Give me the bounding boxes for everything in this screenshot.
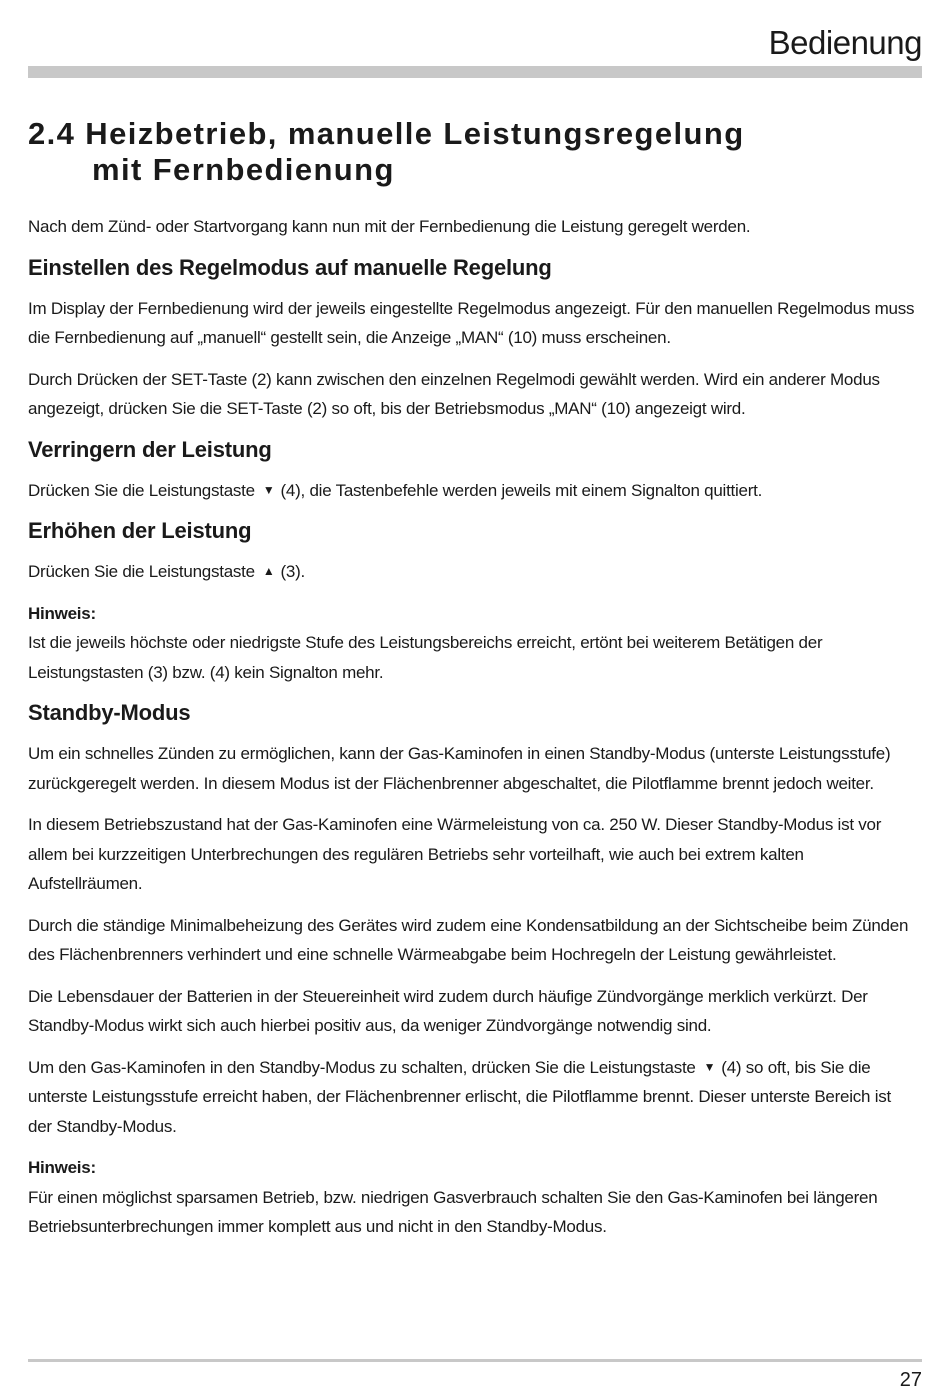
erhoehen-text-before: Drücken Sie die Leistungstaste xyxy=(28,562,255,581)
chapter-title-line1: 2.4 Heizbetrieb, manuelle Leistungsregelung xyxy=(28,116,745,151)
heading-standby: Standby-Modus xyxy=(28,700,191,725)
page-content xyxy=(28,116,918,1254)
standby-5-text-before: Um den Gas-Kaminofen in den Standby-Modus zu schalten, drücken Sie die Leistungstaste xyxy=(28,1057,696,1077)
page-header-title: Bedienung xyxy=(768,24,922,61)
verringern-text-before: Drücken Sie die Leistungstaste xyxy=(28,480,255,500)
verringern-text-after: (4), die Tastenbefehle werden jeweils mit einem Signalton quittiert. xyxy=(280,480,763,500)
chapter-title-line2: mit Fernbedienung xyxy=(92,152,395,187)
erhoehen-text-after: (3). xyxy=(280,562,305,581)
standby-paragraph-1: Um ein schnelles Zünden zu ermöglichen, kann der Gas-Kaminofen in einen Standby-Modus (unterste Leistungsstufe) zurückgeregelt werden. In diesem Modus ist der Flächenbrenner abgeschaltet, die Pilotflamme brennt jedoch weiter. xyxy=(28,744,891,793)
regelmodus-paragraph-2: Durch Drücken der SET-Taste (2) kann zwischen den einzelnen Regelmodi gewählt werden. Wird ein anderer Modus angezeigt, drücken Sie die SET-Taste (2) so oft, bis der Betriebsmodus „MAN“ (10) angezeigt wird. xyxy=(28,369,880,418)
page-number: 27 xyxy=(899,1369,922,1391)
arrow-down-icon: ▼ xyxy=(703,1059,716,1074)
standby-paragraph-2: In diesem Betriebszustand hat der Gas-Kaminofen eine Wärmeleistung von ca. 250 W. Dieser Standby-Modus ist vor allem bei kurzzeitigen Unterbrechungen des regulären Betriebs sehr vorteilhaft, wie auch bei extrem kalten Aufstellräumen. xyxy=(28,815,882,893)
note-2 xyxy=(28,1153,918,1242)
standby-paragraph-3: Durch die ständige Minimalbeheizung des Gerätes wird zudem eine Kondensatbildung an der Sichtscheibe beim Zünden des Flächenbrenners verhindert und eine schnelle Wärmeabgabe beim Hochregeln der Leistung gewährleistet. xyxy=(28,915,909,964)
heading-verringern: Verringern der Leistung xyxy=(28,436,272,462)
heading-regelmodus: Einstellen des Regelmodus auf manuelle Regelung xyxy=(28,254,552,280)
header-rule xyxy=(28,66,922,78)
regelmodus-paragraph-1: Im Display der Fernbedienung wird der jeweils eingestellte Regelmodus angezeigt. Für den manuellen Regelmodus muss die Fernbedienung auf „manuell“ gestellt sein, die Anzeige „MAN“ (10) muss erscheinen. xyxy=(28,298,915,347)
heading-erhoehen: Erhöhen der Leistung xyxy=(28,518,252,543)
arrow-down-icon: ▼ xyxy=(262,482,275,497)
chapter-title xyxy=(28,116,918,188)
arrow-up-icon: ▲ xyxy=(262,564,275,578)
note-2-label: Hinweis: xyxy=(28,1158,96,1177)
standby-5-text-after: (4) so oft, bis Sie die unterste Leistungsstufe erreicht haben, der Flächenbrenner erlischt, die Pilotflamme brennt. Dieser unterste Bereich ist der Standby-Modus. xyxy=(28,1057,891,1136)
note-2-text: Für einen möglichst sparsamen Betrieb, bzw. niedrigen Gasverbrauch schalten Sie den Gas-Kaminofen bei längeren Betriebsunterbrechungen immer komplett aus und nicht in den Standby-Modus. xyxy=(28,1187,878,1236)
erhoehen-paragraph xyxy=(28,557,918,587)
note-1-text: Ist die jeweils höchste oder niedrigste Stufe des Leistungsbereichs erreicht, ertönt bei weiterem Betätigen der Leistungstasten (3) bzw. (4) kein Signalton mehr. xyxy=(28,633,823,682)
note-1 xyxy=(28,599,918,688)
note-1-label: Hinweis: xyxy=(28,603,96,623)
intro-paragraph: Nach dem Zünd- oder Startvorgang kann nun mit der Fernbedienung die Leistung geregelt werden. xyxy=(28,217,751,236)
standby-paragraph-5 xyxy=(28,1053,918,1142)
verringern-paragraph xyxy=(28,476,918,506)
footer-rule xyxy=(28,1359,922,1362)
standby-paragraph-4: Die Lebensdauer der Batterien in der Steuereinheit wird zudem durch häufige Zündvorgänge merklich verkürzt. Der Standby-Modus wirkt sich auch hierbei positiv aus, da weniger Zündvorgänge notwendig sind. xyxy=(28,986,868,1035)
